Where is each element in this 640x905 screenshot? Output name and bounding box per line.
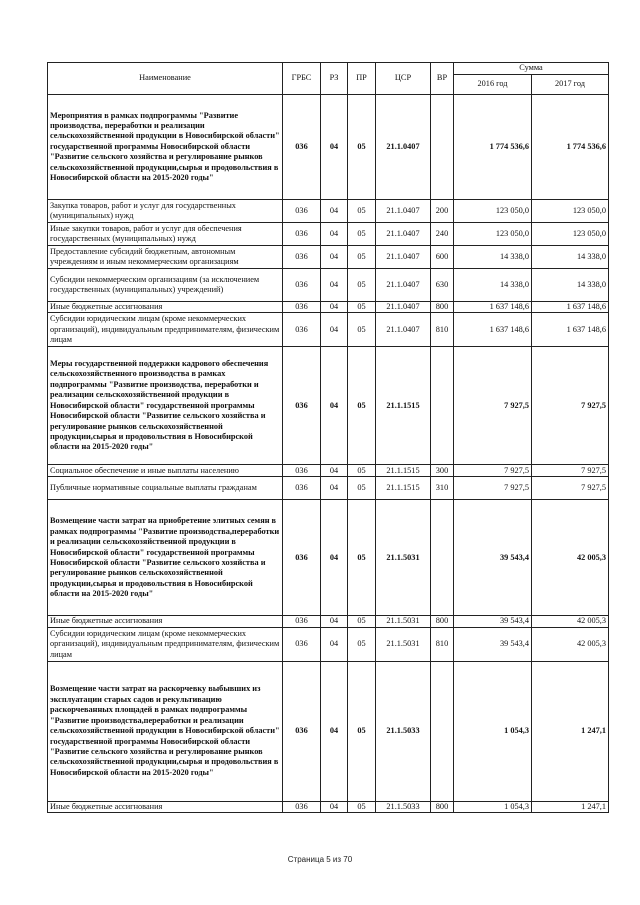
row-grbs: 036 <box>283 347 321 465</box>
row-name: Мероприятия в рамках подпрограммы "Развитие производства, переработки и реализации сельскохозяйственной продукции в Новосибирской области" государственной программы Новосибирской области "Развитие сельского хозяйства и регулирование рынков сельскохозяйственной продукции,сырья и продовольствия в Новосибирской области на 2015-2020 годы" <box>48 95 283 200</box>
row-rz: 04 <box>321 465 348 477</box>
table-row <box>48 477 609 500</box>
row-pr: 05 <box>348 223 376 246</box>
row-rz: 04 <box>321 200 348 223</box>
row-name: Субсидии некоммерческим организациям (за исключением государственных (муниципальных) учреждений) <box>48 269 283 302</box>
row-sum-2017: 14 338,0 <box>532 269 609 302</box>
row-name: Иные бюджетные ассигнования <box>48 302 283 313</box>
table-row <box>48 465 609 477</box>
row-csr: 21.1.0407 <box>376 223 431 246</box>
row-grbs: 036 <box>283 465 321 477</box>
row-grbs: 036 <box>283 801 321 812</box>
table-row <box>48 500 609 616</box>
row-name: Субсидии юридическим лицам (кроме некоммерческих организаций), индивидуальным предпринимателям, физическим лицам <box>48 627 283 661</box>
row-sum-2017: 1 247,1 <box>532 661 609 801</box>
row-csr: 21.1.0407 <box>376 246 431 269</box>
row-csr: 21.1.1515 <box>376 347 431 465</box>
row-sum-2017: 7 927,5 <box>532 347 609 465</box>
row-sum-2017: 1 637 148,6 <box>532 302 609 313</box>
header-grbs: ГРБС <box>283 63 321 95</box>
header-sum: Сумма <box>454 63 609 75</box>
row-sum-2016: 39 543,4 <box>454 500 532 616</box>
row-rz: 04 <box>321 269 348 302</box>
row-grbs: 036 <box>283 302 321 313</box>
row-sum-2017: 42 005,3 <box>532 500 609 616</box>
row-grbs: 036 <box>283 200 321 223</box>
row-rz: 04 <box>321 95 348 200</box>
row-sum-2016: 123 050,0 <box>454 200 532 223</box>
row-pr: 05 <box>348 246 376 269</box>
row-rz: 04 <box>321 627 348 661</box>
table-row <box>48 801 609 812</box>
row-pr: 05 <box>348 95 376 200</box>
row-name: Меры государственной поддержки кадрового обеспечения сельскохозяйственного производства в рамках подпрограммы "Развитие производства, переработки и реализации сельскохозяйственной продукции в Новосибирской области" государственной программы Новосибирской области "Развитие сельского хозяйства и регулирование рынков сельскохозяйственной продукции,сырья и продовольствия в Новосибирской области на 2015-2020 годы" <box>48 347 283 465</box>
row-grbs: 036 <box>283 269 321 302</box>
row-rz: 04 <box>321 246 348 269</box>
row-name: Публичные нормативные социальные выплаты гражданам <box>48 477 283 500</box>
row-sum-2016: 14 338,0 <box>454 246 532 269</box>
table-row <box>48 302 609 313</box>
row-vr: 600 <box>431 246 454 269</box>
row-pr: 05 <box>348 347 376 465</box>
row-sum-2016: 39 543,4 <box>454 627 532 661</box>
row-rz: 04 <box>321 477 348 500</box>
table-row <box>48 616 609 627</box>
row-vr: 200 <box>431 200 454 223</box>
row-rz: 04 <box>321 313 348 347</box>
row-csr: 21.1.0407 <box>376 269 431 302</box>
row-csr: 21.1.0407 <box>376 95 431 200</box>
row-pr: 05 <box>348 269 376 302</box>
row-rz: 04 <box>321 661 348 801</box>
row-csr: 21.1.5031 <box>376 500 431 616</box>
row-vr: 240 <box>431 223 454 246</box>
row-vr: 800 <box>431 801 454 812</box>
row-sum-2017: 42 005,3 <box>532 616 609 627</box>
row-vr: 810 <box>431 313 454 347</box>
row-sum-2016: 39 543,4 <box>454 616 532 627</box>
row-rz: 04 <box>321 223 348 246</box>
row-sum-2016: 7 927,5 <box>454 347 532 465</box>
row-pr: 05 <box>348 302 376 313</box>
row-csr: 21.1.5033 <box>376 661 431 801</box>
table-row <box>48 313 609 347</box>
row-rz: 04 <box>321 500 348 616</box>
row-csr: 21.1.1515 <box>376 465 431 477</box>
row-grbs: 036 <box>283 95 321 200</box>
row-name: Иные бюджетные ассигнования <box>48 616 283 627</box>
row-sum-2016: 14 338,0 <box>454 269 532 302</box>
row-grbs: 036 <box>283 616 321 627</box>
row-csr: 21.1.0407 <box>376 313 431 347</box>
header-year-2017: 2017 год <box>532 75 609 95</box>
table-row <box>48 347 609 465</box>
row-sum-2016: 1 774 536,6 <box>454 95 532 200</box>
row-grbs: 036 <box>283 500 321 616</box>
row-vr <box>431 661 454 801</box>
row-vr: 810 <box>431 627 454 661</box>
row-vr: 800 <box>431 302 454 313</box>
row-sum-2017: 1 247,1 <box>532 801 609 812</box>
table-row <box>48 223 609 246</box>
header-name: Наименование <box>48 63 283 95</box>
row-pr: 05 <box>348 500 376 616</box>
row-pr: 05 <box>348 477 376 500</box>
row-vr <box>431 500 454 616</box>
row-rz: 04 <box>321 347 348 465</box>
row-vr: 300 <box>431 465 454 477</box>
row-pr: 05 <box>348 661 376 801</box>
row-sum-2017: 123 050,0 <box>532 223 609 246</box>
row-pr: 05 <box>348 801 376 812</box>
row-sum-2017: 1 637 148,6 <box>532 313 609 347</box>
row-grbs: 036 <box>283 313 321 347</box>
row-rz: 04 <box>321 302 348 313</box>
row-vr: 310 <box>431 477 454 500</box>
row-sum-2017: 7 927,5 <box>532 477 609 500</box>
header-vr: ВР <box>431 63 454 95</box>
row-name: Возмещение части затрат на приобретение элитных семян в рамках подпрограммы "Развитие производства,переработки и реализации сельскохозяйственной продукции в Новосибирской области" государственной программы Новосибирской области "Развитие сельского хозяйства и регулирование рынков сельскохозяйственной продукции,сырья и продовольствия в Новосибирской области на 2015-2020 годы" <box>48 500 283 616</box>
page-footer: Страница 5 из 70 <box>287 855 353 864</box>
row-csr: 21.1.5031 <box>376 616 431 627</box>
row-sum-2016: 1 637 148,6 <box>454 302 532 313</box>
row-csr: 21.1.0407 <box>376 302 431 313</box>
row-name: Закупка товаров, работ и услуг для государственных (муниципальных) нужд <box>48 200 283 223</box>
row-grbs: 036 <box>283 627 321 661</box>
row-csr: 21.1.5033 <box>376 801 431 812</box>
row-vr: 630 <box>431 269 454 302</box>
row-grbs: 036 <box>283 661 321 801</box>
row-vr: 800 <box>431 616 454 627</box>
row-sum-2017: 1 774 536,6 <box>532 95 609 200</box>
row-sum-2016: 7 927,5 <box>454 477 532 500</box>
row-sum-2017: 123 050,0 <box>532 200 609 223</box>
row-grbs: 036 <box>283 246 321 269</box>
row-csr: 21.1.0407 <box>376 200 431 223</box>
table-row <box>48 627 609 661</box>
table-row <box>48 269 609 302</box>
row-name: Предоставление субсидий бюджетным, автономным учреждениям и иным некоммерческим организациям <box>48 246 283 269</box>
header-csr: ЦСР <box>376 63 431 95</box>
row-sum-2016: 1 637 148,6 <box>454 313 532 347</box>
row-name: Иные закупки товаров, работ и услуг для обеспечения государственных (муниципальных) нужд <box>48 223 283 246</box>
row-name: Иные бюджетные ассигнования <box>48 801 283 812</box>
row-sum-2017: 42 005,3 <box>532 627 609 661</box>
table-row <box>48 95 609 200</box>
row-vr <box>431 95 454 200</box>
row-sum-2016: 1 054,3 <box>454 801 532 812</box>
row-pr: 05 <box>348 627 376 661</box>
row-sum-2017: 14 338,0 <box>532 246 609 269</box>
table-row <box>48 200 609 223</box>
row-name: Социальное обеспечение и иные выплаты населению <box>48 465 283 477</box>
row-sum-2016: 1 054,3 <box>454 661 532 801</box>
row-name: Субсидии юридическим лицам (кроме некоммерческих организаций), индивидуальным предпринимателям, физическим лицам <box>48 313 283 347</box>
header-year-2016: 2016 год <box>454 75 532 95</box>
row-pr: 05 <box>348 200 376 223</box>
row-pr: 05 <box>348 465 376 477</box>
row-grbs: 036 <box>283 223 321 246</box>
table-row <box>48 661 609 801</box>
row-sum-2017: 7 927,5 <box>532 465 609 477</box>
row-vr <box>431 347 454 465</box>
row-grbs: 036 <box>283 477 321 500</box>
row-sum-2016: 123 050,0 <box>454 223 532 246</box>
row-name: Возмещение части затрат на раскорчевку выбывших из эксплуатации старых садов и рекультивацию раскорчеванных площадей в рамках подпрограммы "Развитие производства,переработки и реализации сельскохозяйственной продукции в Новосибирской области" государственной программы Новосибирской области "Развитие сельского хозяйства и регулирование рынков сельскохозяйственной продукции,сырья и продовольствия в Новосибирской области на 2015-2020 годы" <box>48 661 283 801</box>
table-row <box>48 246 609 269</box>
row-pr: 05 <box>348 616 376 627</box>
row-pr: 05 <box>348 313 376 347</box>
row-rz: 04 <box>321 616 348 627</box>
header-pr: ПР <box>348 63 376 95</box>
row-csr: 21.1.1515 <box>376 477 431 500</box>
header-rz: РЗ <box>321 63 348 95</box>
row-rz: 04 <box>321 801 348 812</box>
row-sum-2016: 7 927,5 <box>454 465 532 477</box>
budget-table <box>47 62 609 813</box>
row-csr: 21.1.5031 <box>376 627 431 661</box>
